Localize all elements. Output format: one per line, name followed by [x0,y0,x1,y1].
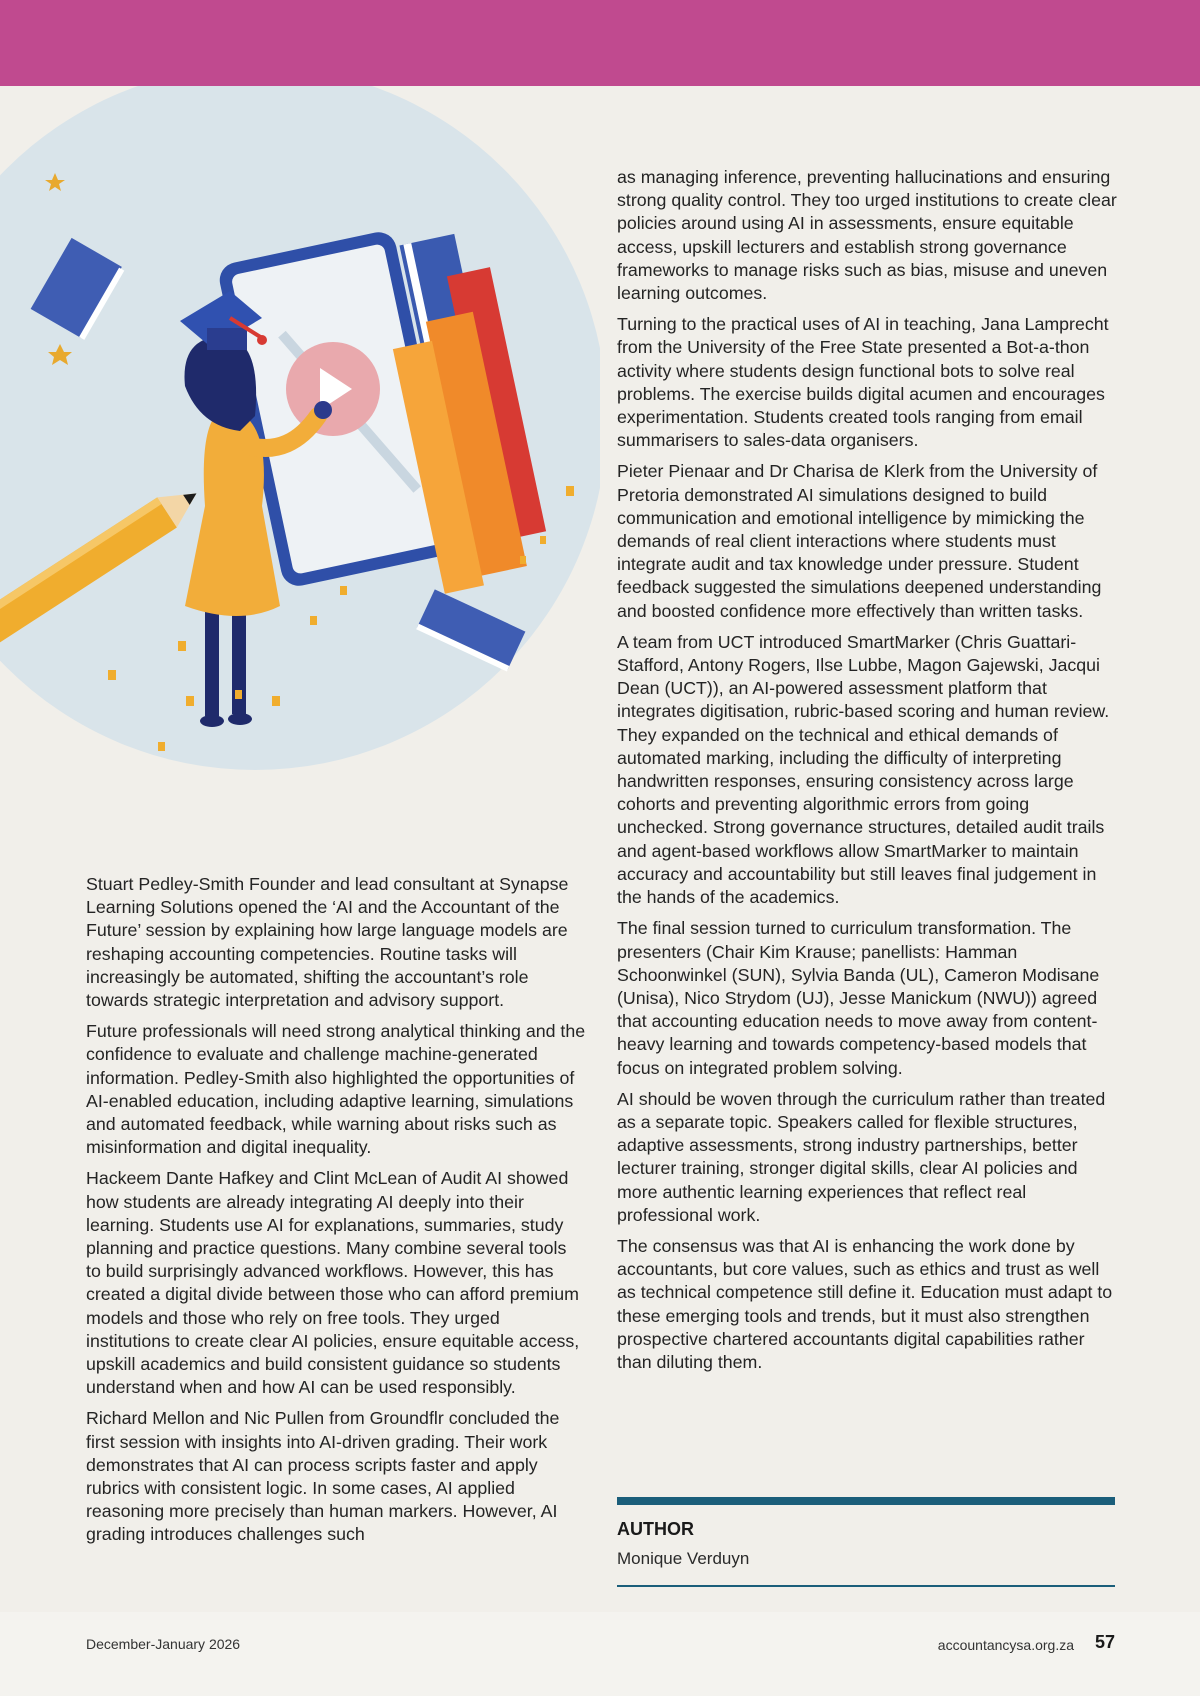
author-divider-top [617,1497,1115,1505]
footer [0,1612,1200,1696]
footer-site-url[interactable]: accountancysa.org.za [937,1637,1074,1653]
paragraph: Pieter Pienaar and Dr Charisa de Klerk from the University of Pretoria demonstrated AI simulations designed to build communication and emotional intelligence by mimicking the demands of real client interactions where students must integrate audit and tax knowledge under pressure. Student feedback suggested the simulations deepened understanding and boosted confidence more effectively than written tasks. [617,461,1102,621]
page-number: 57 [1094,1632,1115,1652]
graduate-student-learning-illustration [0,86,600,876]
left-text-column [86,873,586,1555]
right-text-column [617,166,1117,1382]
author-label: AUTHOR [617,1519,694,1539]
paragraph: The final session turned to curriculum transformation. The presenters (Chair Kim Krause; panellists: Hamman Schoonwinkel (SUN), Sylvia Banda (UL), Cameron Modisane (Unisa), Nico Strydom (UJ), Jesse Manickum (NWU)) agreed that accounting education needs to move away from content-heavy learning and towards competency-based models that focus on integrated problem solving. [617,918,1100,1078]
paragraph: as managing inference, preventing hallucinations and ensuring strong quality control. They too urged institutions to create clear policies around using AI in assessments, ensure equitable access, upskill lecturers and establish strong governance frameworks to manage risks such as bias, misuse and uneven learning outcomes. [617,167,1117,304]
top-color-band [0,0,1200,86]
paragraph: Future professionals will need strong analytical thinking and the confidence to evaluate and challenge machine-generated information. Pedley-Smith also highlighted the opportunities of AI-enabled education, including adaptive learning, simulations and automated feedback, while warning about risks such as misinformation and digital inequality. [86,1021,586,1158]
author-name: Monique Verduyn [617,1549,750,1568]
paragraph: Turning to the practical uses of AI in teaching, Jana Lamprecht from the University of the Free State presented a Bot-a-thon activity where students design functional bots to solve real problems. The exercise builds digital acumen and encourages experimentation. Students created tools ranging from email summarisers to sales-data organisers. [617,314,1109,451]
footer-date: December-January 2026 [86,1636,241,1652]
paragraph: Hackeem Dante Hafkey and Clint McLean of Audit AI showed how students are already integrating AI deeply into their learning. Students use AI for explanations, summaries, study planning and practice questions. Many combine several tools to build surprisingly advanced workflows. However, this has created a digital divide between those who can afford premium models and those who rely on free tools. They urged institutions to create clear AI policies, ensure equitable access, upskill academics and build consistent guidance so students understand when and how AI can be used responsibly. [86,1168,580,1398]
paragraph: Stuart Pedley-Smith Founder and lead consultant at Synapse Learning Solutions opened the ‘AI and the Accountant of the Future’ session by explaining how large language models are reshaping accounting competencies. Routine tasks will increasingly be automated, shifting the accountant’s role towards strategic interpretation and advisory support. [86,874,569,1011]
paragraph: The consensus was that AI is enhancing the work done by accountants, but core values, such as ethics and trust as well as technical competence still define it. Education must adapt to these emerging tools and trends, but it must also strengthen prospective chartered accountants digital capabilities rather than diluting them. [617,1235,1113,1372]
paragraph: AI should be woven through the curriculum rather than treated as a separate topic. Speakers called for flexible structures, adaptive assessments, strong industry partnerships, better lecturer training, stronger digital skills, clear AI policies and more authentic learning experiences that reflect real professional work. [617,1088,1106,1225]
paragraph: Richard Mellon and Nic Pullen from Groundflr concluded the first session with insights into AI-driven grading. Their work demonstrates that AI can process scripts faster and apply rubrics with consistent logic. In some cases, AI applied reasoning more precisely than human markers. However, AI grading introduces challenges such [86,1408,560,1545]
author-divider-bottom [617,1585,1115,1587]
paragraph: A team from UCT introduced SmartMarker (Chris Guattari-Stafford, Antony Rogers, Ilse Lubbe, Magon Gajewski, Jacqui Dean (UCT)), an AI-powered assessment platform that integrates digitisation, rubric-based scoring and human review. They expanded on the technical and ethical demands of automated marking, including the difficulty of interpreting handwritten responses, ensuring consistency across large cohorts and preventing algorithmic errors from going unchecked. Strong governance structures, detailed audit trails and agent-based workflows allow SmartMarker to maintain accuracy and accountability but still leaves final judgement in the hands of the academics. [617,631,1110,908]
